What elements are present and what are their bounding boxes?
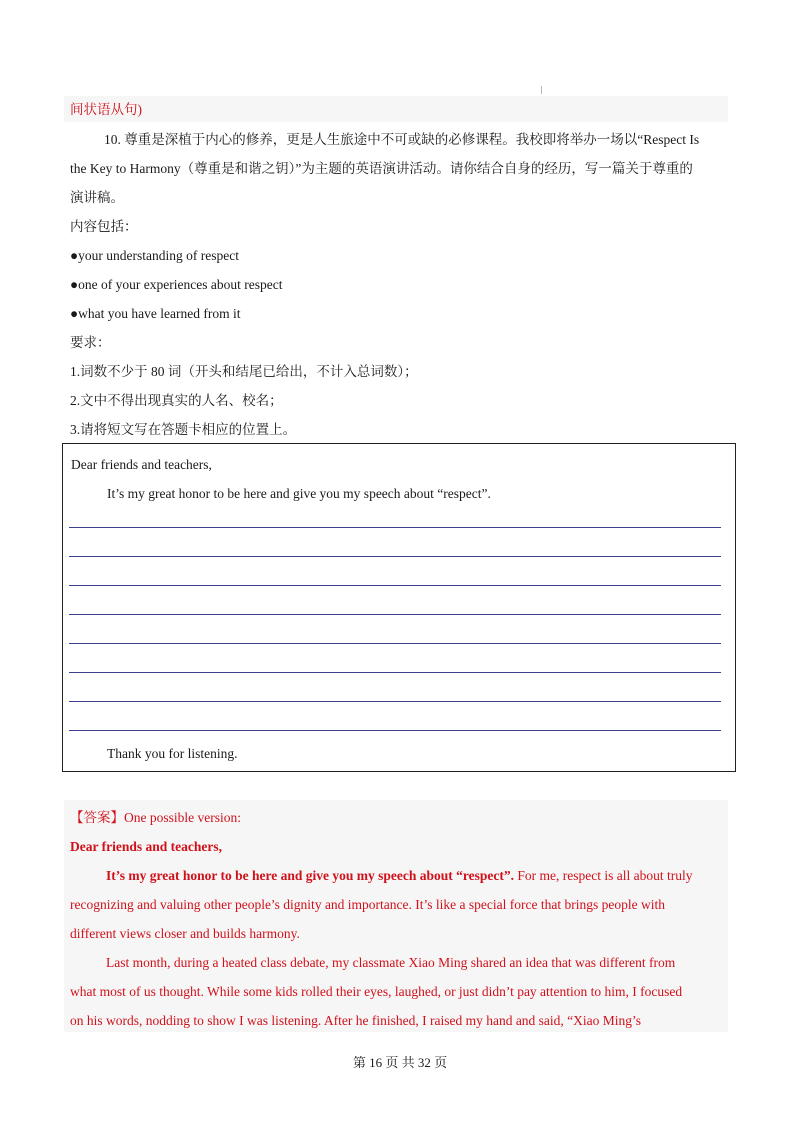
header-fragment: 间状语从句) bbox=[70, 102, 142, 117]
answer-p2-line1: Last month, during a heated class debate, my classmate Xiao Ming shared an idea that was different from bbox=[106, 955, 676, 970]
answer-salutation: Dear friends and teachers, bbox=[70, 839, 222, 854]
requirement-1: 1.词数不少于 80 词（开头和结尾已给出，不计入总词数）； bbox=[70, 364, 418, 379]
answer-p1-line2: recognizing and valuing other people’s dignity and importance. It’s like a special force that brings people with bbox=[70, 897, 665, 912]
content-item-2: ●one of your experiences about respect bbox=[70, 277, 283, 292]
blank-line[interactable] bbox=[69, 585, 721, 586]
answer-label-suffix: One possible version: bbox=[124, 810, 241, 825]
question-line-1 bbox=[104, 131, 699, 149]
answer-label: 【答案】 bbox=[70, 810, 124, 825]
requirements-heading: 要求： bbox=[70, 335, 111, 350]
blank-line[interactable] bbox=[69, 527, 721, 528]
answer-p2-line2: what most of us thought. While some kids rolled their eyes, laughed, or just didn’t pay attention to him, I focused bbox=[70, 984, 683, 999]
content-item-3: ●what you have learned from it bbox=[70, 306, 241, 321]
question-number: 10. bbox=[104, 132, 121, 147]
answer-sheet-box bbox=[62, 443, 736, 772]
content-item-1: ●your understanding of respect bbox=[70, 248, 239, 263]
requirement-2: 2.文中不得出现真实的人名、校名； bbox=[70, 393, 283, 408]
page-footer: 第 16 页 共 32 页 bbox=[352, 1055, 448, 1070]
requirement-3: 3.请将短文写在答题卡相应的位置上。 bbox=[70, 422, 297, 437]
blank-line[interactable] bbox=[69, 730, 721, 731]
answer-p1-line1 bbox=[106, 867, 692, 885]
answer-p1-line3: different views closer and builds harmony. bbox=[70, 926, 300, 941]
blank-line[interactable] bbox=[69, 701, 721, 702]
blank-line[interactable] bbox=[69, 614, 721, 615]
blank-line[interactable] bbox=[69, 672, 721, 673]
box-opening: It’s my great honor to be here and give you my speech about “respect”. bbox=[107, 486, 491, 501]
blank-line[interactable] bbox=[69, 556, 721, 557]
header-shade bbox=[64, 96, 728, 122]
question-line-3: 演讲稿。 bbox=[70, 190, 124, 205]
blank-line[interactable] bbox=[69, 643, 721, 644]
answer-opening-bold: It’s my great honor to be here and give you my speech about “respect”. bbox=[106, 868, 514, 883]
answer-label-line bbox=[70, 809, 241, 827]
answer-p1-rest: For me, respect is all about truly bbox=[513, 868, 693, 883]
question-text-1: 尊重是深植于内心的修养，更是人生旅途中不可或缺的必修课程。我校即将举办一场以“Respect Is bbox=[124, 132, 700, 147]
answer-p2-line3: on his words, nodding to show I was listening. After he finished, I raised my hand and said, “Xiao Ming’s bbox=[70, 1013, 642, 1028]
content-heading: 内容包括： bbox=[70, 219, 138, 234]
box-salutation: Dear friends and teachers, bbox=[71, 457, 212, 472]
question-line-2: the Key to Harmony（尊重是和谐之钥）”为主题的英语演讲活动。请你结合自身的经历，写一篇关于尊重的 bbox=[70, 161, 693, 176]
scan-mark bbox=[541, 86, 542, 94]
box-closing: Thank you for listening. bbox=[107, 746, 238, 761]
